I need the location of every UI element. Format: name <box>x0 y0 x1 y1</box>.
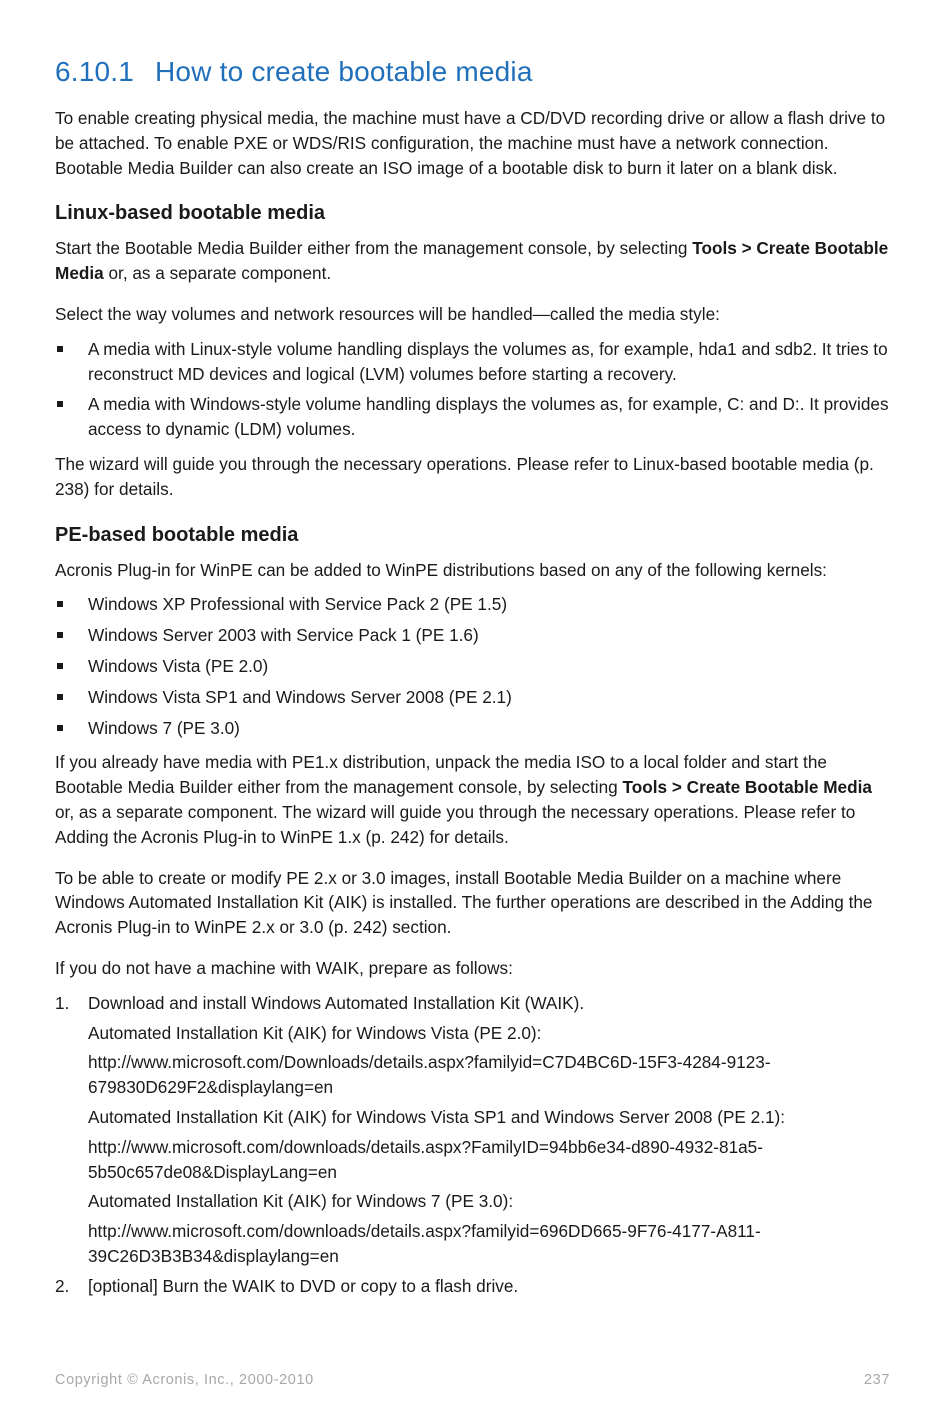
document-page <box>55 52 895 1298</box>
square-bullet-icon <box>57 401 63 407</box>
copyright-text: Copyright © Acronis, Inc., 2000-2010 <box>55 1372 314 1388</box>
pe-plugin-paragraph: Acronis Plug-in for WinPE can be added to WinPE distributions based on any of the following kernels: <box>55 559 827 580</box>
list-item <box>55 337 895 387</box>
list-item <box>55 685 895 710</box>
waik-steps <box>55 991 895 1299</box>
square-bullet-icon <box>57 346 63 352</box>
section-number: 6.10.1 <box>55 56 135 87</box>
linux-heading: Linux-based bootable media <box>55 202 326 225</box>
aik-vista-label: Automated Installation Kit (AIK) for Windows Vista (PE 2.0): <box>88 1022 542 1043</box>
text-run: or, as a separate component. The wizard will guide you through the necessary operations. Please refer to Adding the Acronis Plug-in to WinPE 1.x (p. 242) for details. <box>55 801 856 847</box>
list-item-text: Windows 7 (PE 3.0) <box>88 717 240 738</box>
aik-vista-sp1-label: Automated Installation Kit (AIK) for Windows Vista SP1 and Windows Server 2008 (PE 2.1): <box>88 1106 786 1127</box>
page-number: 237 <box>864 1372 890 1388</box>
aik-win7-link: http://www.microsoft.com/downloads/details.aspx?familyid=696DD665-9F76-4177-A811-39C26D3B3B34&displaylang=en <box>88 1221 761 1266</box>
step-item <box>55 1274 895 1299</box>
aik-vista-link: http://www.microsoft.com/Downloads/details.aspx?familyid=C7D4BC6D-15F3-4284-9123-679830D629F2&displaylang=en <box>88 1052 771 1098</box>
section-title: How to create bootable media <box>155 56 533 87</box>
square-bullet-icon <box>57 725 63 731</box>
square-bullet-icon <box>57 663 63 669</box>
text-run: or, as a separate component. <box>103 263 332 284</box>
section-heading <box>55 52 895 92</box>
list-item-text: Windows Vista SP1 and Windows Server 2008 (PE 2.1) <box>88 686 512 707</box>
list-item <box>55 623 895 648</box>
list-item-text: Windows Server 2003 with Service Pack 1 (PE 1.6) <box>88 625 479 646</box>
intro-paragraph: To enable creating physical media, the machine must have a CD/DVD recording drive or allow a flash drive to be attached. To enable PXE or WDS/RIS configuration, the machine must have a network connection. Bootable Media Builder can also create an ISO image of a bootable disk to burn it later on a blank disk. <box>55 108 886 178</box>
pe2-paragraph: To be able to create or modify PE 2.x or 3.0 images, install Bootable Media Builder on a machine where Windows Automated Installation Kit (AIK) is installed. The further operations are described in the Adding the Acronis Plug-in to WinPE 2.x or 3.0 (p. 242) section. <box>55 867 873 938</box>
list-item-text: A media with Linux-style volume handling displays the volumes as, for example, hda1 and sdb2. It tries to reconstruct MD devices and logical (LVM) volumes before starting a recovery. <box>88 338 888 384</box>
text-run: If you already have media with PE1.x distribution, unpack the media ISO to a local folder and start the Bootable Media Builder either from the management console, by selecting <box>55 752 827 798</box>
step-number: 1. <box>55 992 70 1013</box>
linux-start-paragraph <box>55 236 895 286</box>
step-text: Download and install Windows Automated Installation Kit (WAIK). <box>88 992 585 1013</box>
list-item-text: A media with Windows-style volume handling displays the volumes as, for example, C: and D:. It provides access to dynamic (LDM) volumes. <box>88 394 889 440</box>
kernel-list <box>55 592 895 740</box>
linux-wizard-paragraph: The wizard will guide you through the necessary operations. Please refer to Linux-based bootable media (p. 238) for details. <box>55 453 874 499</box>
step-item <box>55 991 895 1269</box>
text-run: Start the Bootable Media Builder either from the management console, by selecting <box>55 238 693 259</box>
square-bullet-icon <box>57 632 63 638</box>
no-waik-paragraph: If you do not have a machine with WAIK, prepare as follows: <box>55 957 513 978</box>
list-item <box>55 716 895 741</box>
media-style-list <box>55 337 895 442</box>
list-item <box>55 654 895 679</box>
list-item <box>55 592 895 617</box>
list-item-text: Windows Vista (PE 2.0) <box>88 655 269 676</box>
list-item <box>55 392 895 442</box>
square-bullet-icon <box>57 601 63 607</box>
aik-vista-sp1-link: http://www.microsoft.com/downloads/details.aspx?FamilyID=94bb6e34-d890-4932-81a5-5b50c657de08&DisplayLang=en <box>88 1136 763 1182</box>
aik-win7-label: Automated Installation Kit (AIK) for Windows 7 (PE 3.0): <box>88 1191 514 1212</box>
pe1-paragraph <box>55 750 895 849</box>
step-text: [optional] Burn the WAIK to DVD or copy to a flash drive. <box>88 1275 519 1296</box>
media-style-paragraph: Select the way volumes and network resources will be handled—called the media style: <box>55 303 720 324</box>
pe-heading: PE-based bootable media <box>55 523 299 546</box>
step-number: 2. <box>55 1275 70 1296</box>
page-footer <box>55 1372 890 1388</box>
menu-path: Tools > Create Bootable Media <box>622 777 872 798</box>
menu-path: Tools > Create Bootable Media <box>55 238 889 284</box>
square-bullet-icon <box>57 694 63 700</box>
list-item-text: Windows XP Professional with Service Pack 2 (PE 1.5) <box>88 594 508 615</box>
